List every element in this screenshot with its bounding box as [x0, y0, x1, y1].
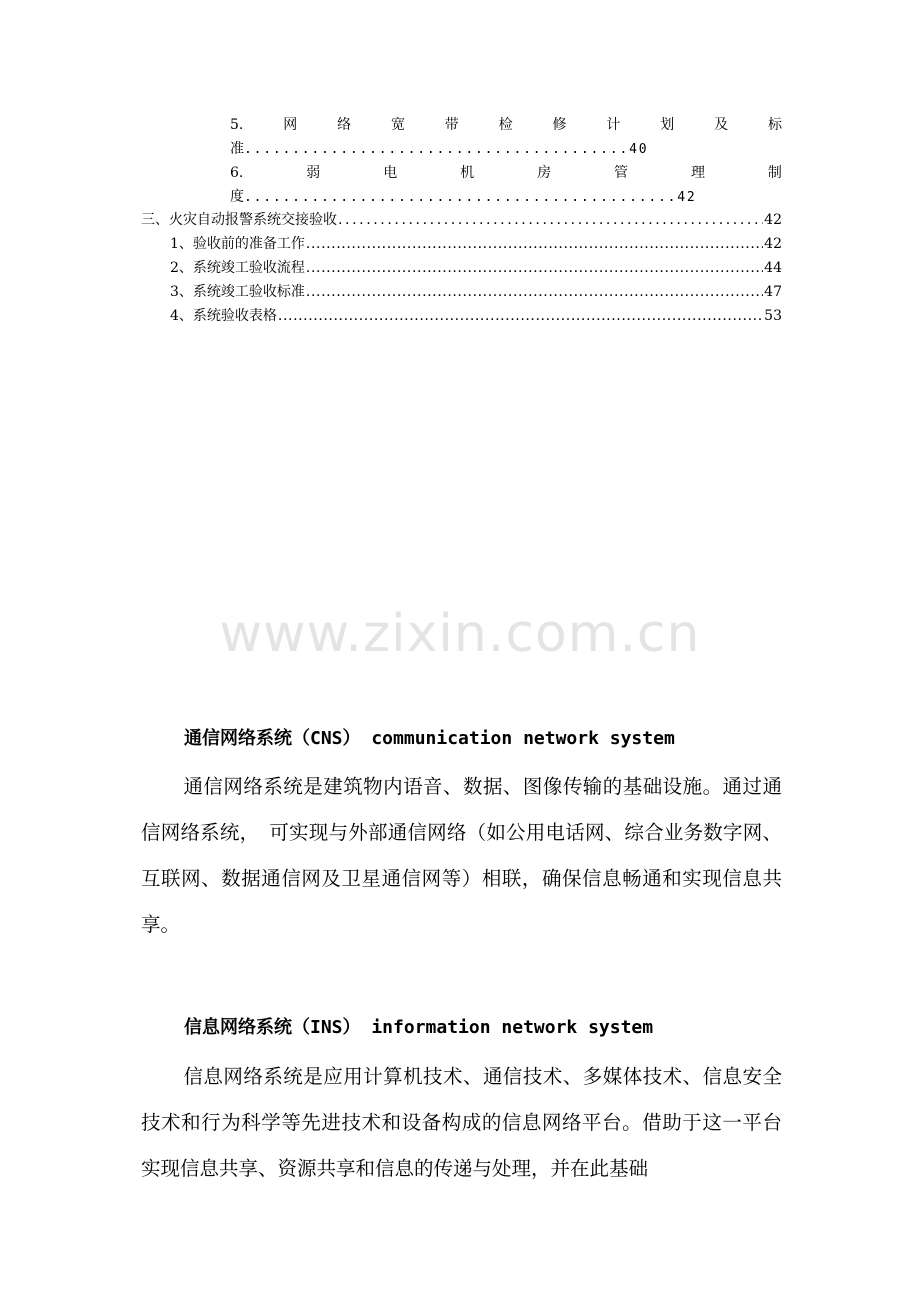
toc-section-3[interactable] [141, 211, 782, 229]
toc-page-number: 40 [629, 142, 649, 157]
section-heading-cns: 通信网络系统（CNS） communication network system [184, 728, 675, 749]
toc-title: 3、系统竣工验收标准 [170, 284, 305, 300]
toc-page-number: 44 [764, 260, 782, 276]
toc-title: 1、验收前的准备工作 [170, 236, 305, 252]
toc-entry[interactable] [170, 283, 782, 301]
toc-item-6-heading: 6. 弱 电 机 房 管 理 制 [230, 165, 782, 181]
toc-title: 2、系统竣工验收流程 [170, 260, 305, 276]
toc-leader-dots [306, 259, 763, 277]
paragraph-text: 通信网络系统是建筑物内语音、数据、图像传输的基础设施。通过通信网络系统， 可实现与外部通信网络（如公用电话网、综合业务数字网、互联网、数据通信网及卫星通信网等）相联，确保信息畅通和实现信息共享。 [141, 775, 782, 936]
toc-item-5-continuation: 准........................................40 [230, 141, 649, 157]
toc-item-6-continuation: 度.............................................42 [230, 189, 697, 205]
toc-entry[interactable] [170, 259, 782, 277]
toc-page-number: 42 [764, 212, 782, 228]
section-body-ins [141, 1054, 782, 1192]
toc-entry[interactable] [170, 235, 782, 253]
toc-item-5-heading: 5. 网 络 宽 带 检 修 计 划 及 标 [230, 117, 782, 133]
toc-leader-dots [306, 235, 763, 253]
paragraph-text: 信息网络系统是应用计算机技术、通信技术、多媒体技术、信息安全技术和行为科学等先进技术和设备构成的信息网络平台。借助于这一平台实现信息共享、资源共享和信息的传递与处理，并在此基础 [141, 1065, 782, 1180]
toc-page-number: 42 [677, 190, 697, 205]
toc-page-number: 47 [764, 284, 782, 300]
toc-leader-dots [306, 283, 763, 301]
section-heading-ins: 信息网络系统（INS） information network system [184, 1017, 654, 1038]
toc-entry[interactable] [170, 307, 782, 325]
watermark: www.zixin.com.cn [219, 604, 701, 664]
toc-leader-dots: ........................................ [244, 142, 630, 157]
toc-page-number: 42 [764, 236, 782, 252]
toc-title: 三、火灾自动报警系统交接验收 [141, 212, 337, 228]
toc-leader-dots [278, 307, 763, 325]
section-body-cns [141, 764, 782, 948]
toc-leader-dots [338, 211, 763, 229]
toc-item-5[interactable] [230, 116, 782, 159]
toc-page-number: 53 [764, 308, 782, 324]
toc-leader-dots: ............................................. [244, 190, 678, 205]
toc-item-6[interactable] [230, 164, 782, 207]
toc-title: 4、系统验收表格 [170, 308, 277, 324]
